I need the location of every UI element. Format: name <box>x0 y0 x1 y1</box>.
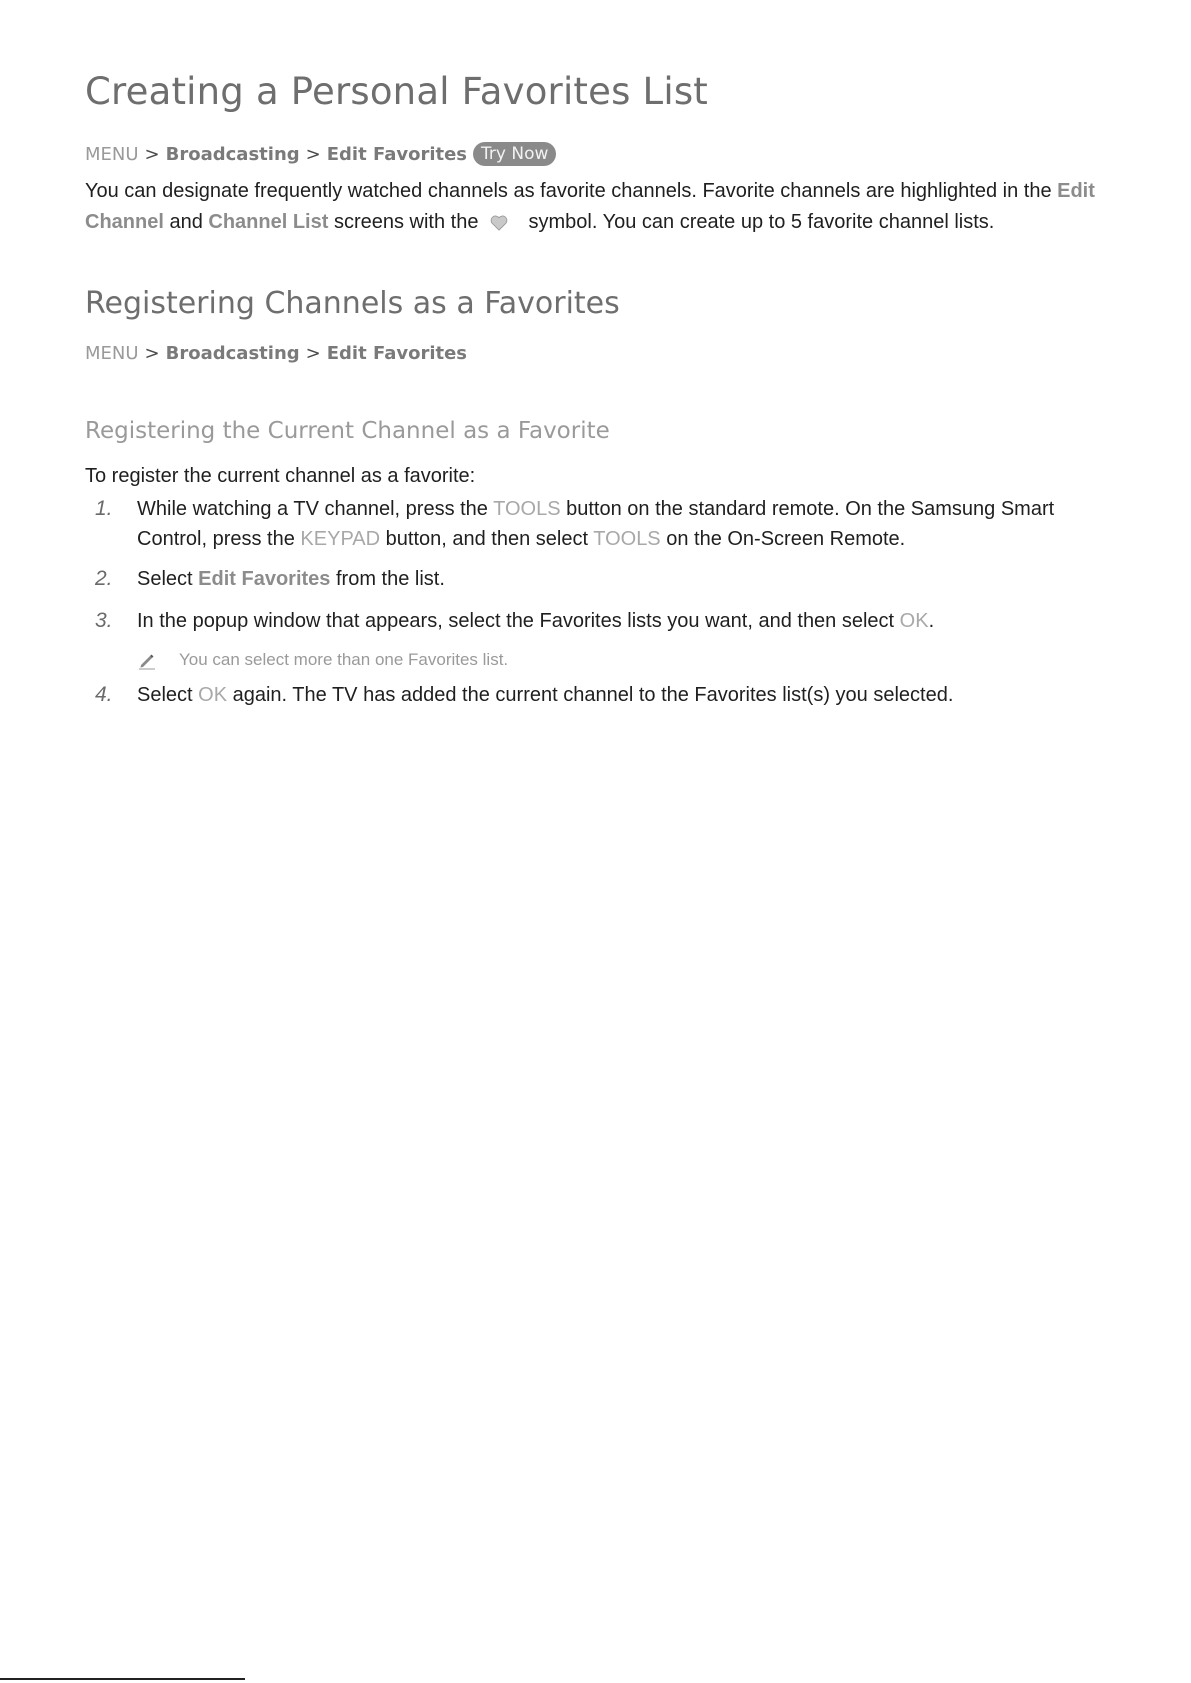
edit-favorites-ref: Edit Favorites <box>198 568 331 591</box>
breadcrumb-separator: > <box>305 343 321 365</box>
intro-paragraph <box>85 176 1125 238</box>
lead-paragraph: To register the current channel as a favorite: <box>85 465 476 488</box>
note <box>85 650 1125 670</box>
tools-ref: TOOLS <box>493 498 561 521</box>
tools-ref: TOOLS <box>593 528 661 551</box>
list-item <box>85 606 1125 636</box>
breadcrumb <box>85 142 1125 166</box>
step-number: 1. <box>95 497 113 521</box>
breadcrumb-broadcasting[interactable]: Broadcasting <box>165 343 300 365</box>
intro-text: symbol. You can create up to 5 favorite channel lists. <box>528 211 995 234</box>
step-text: again. The TV has added the current channel to the Favorites list(s) you selected. <box>227 684 954 707</box>
step-number: 3. <box>95 609 113 633</box>
step-text: Select <box>137 684 199 707</box>
step-number: 2. <box>95 567 113 591</box>
breadcrumb-edit-favorites[interactable]: Edit Favorites <box>326 343 468 365</box>
breadcrumb-menu[interactable]: MENU <box>85 143 139 165</box>
ok-ref: OK <box>899 610 929 633</box>
intro-text: and <box>163 211 209 234</box>
breadcrumb-edit-favorites[interactable]: Edit Favorites <box>326 143 468 165</box>
step-text: button, and then select <box>380 528 594 551</box>
step-text: on the On-Screen Remote. <box>660 528 906 551</box>
list-item <box>85 564 1125 594</box>
keypad-ref: KEYPAD <box>300 528 381 551</box>
ok-ref: OK <box>198 684 228 707</box>
footer-rule <box>0 1678 245 1680</box>
steps-list <box>85 494 1125 636</box>
note-text: You can select more than one Favorites list. <box>179 650 509 670</box>
intro-text: You can designate frequently watched channels as favorite channels. Favorite channels are highlighted in the <box>85 180 1058 203</box>
try-now-button[interactable]: Try Now <box>473 142 556 166</box>
breadcrumb-separator: > <box>144 343 160 365</box>
step-text: While watching a TV channel, press the <box>137 498 494 521</box>
channel-list-ref: Channel List <box>208 211 329 234</box>
list-item <box>85 494 1125 554</box>
step-number: 4. <box>95 683 113 707</box>
breadcrumb-separator: > <box>305 143 321 165</box>
breadcrumb-menu[interactable]: MENU <box>85 343 139 365</box>
edit-channel-ref: Edit Channel <box>85 180 1095 234</box>
step-text: In the popup window that appears, select the Favorites lists you want, and then select <box>137 610 900 633</box>
intro-text: screens with the <box>328 211 479 234</box>
step-text: . <box>928 610 935 633</box>
steps-list <box>85 680 1125 710</box>
step-text: from the list. <box>330 568 445 591</box>
section-title: Registering Channels as a Favorites <box>85 286 620 322</box>
page-title: Creating a Personal Favorites List <box>85 70 709 113</box>
breadcrumb <box>85 342 1125 365</box>
step-text: Select <box>137 568 199 591</box>
document-page <box>85 70 1125 710</box>
list-item <box>85 680 1125 710</box>
heart-icon <box>490 215 508 231</box>
pencil-icon <box>137 650 157 670</box>
subsection-title: Registering the Current Channel as a Favorite <box>85 417 610 444</box>
breadcrumb-broadcasting[interactable]: Broadcasting <box>165 143 300 165</box>
breadcrumb-separator: > <box>144 143 160 165</box>
step-text: button on the standard remote. On the Samsung Smart Control, press the <box>137 498 1055 551</box>
